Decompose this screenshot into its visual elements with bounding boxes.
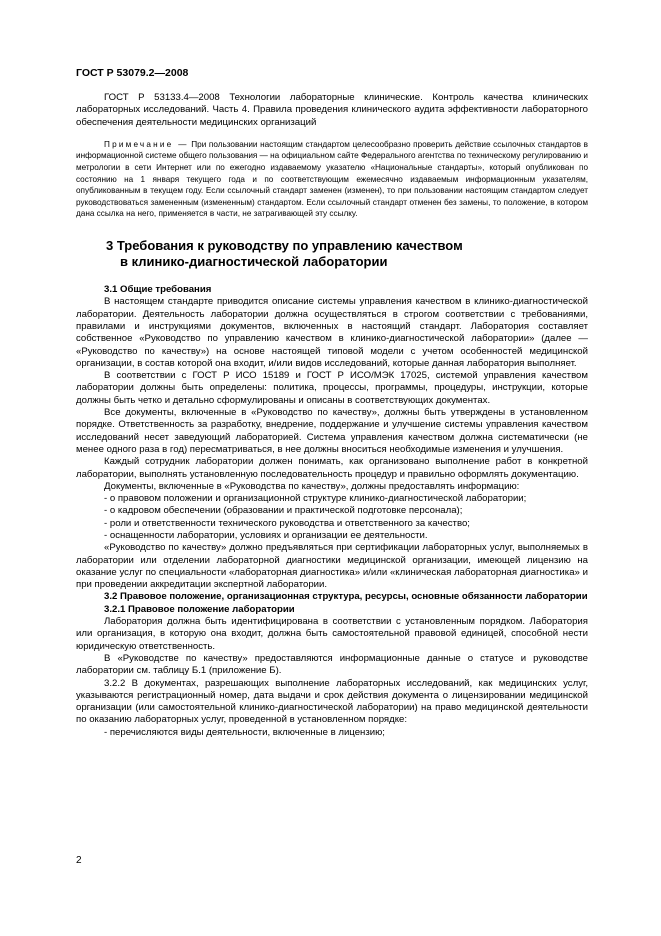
paragraph-3-1-5: Документы, включенные в «Руководства по качеству», должны предоставлять информацию: [104, 480, 520, 492]
paragraph-3-2-2: 3.2.2 В документах, разрешающих выполнение лабораторных исследований, как медицинских услуг, указываются регистрационный номер, дата выдачи и срок действия документа о лицензировании медицинской организации (или самостоятельной клинико-диагностической лаборатории) на право медицинской деятельности по оказанию лабораторных услуг, проведенной в установленном порядке: [76, 677, 588, 726]
note-label: Примечание — [104, 139, 189, 149]
note-text: При пользовании настоящим стандартом целесообразно проверить действие ссылочных стандартов в информационной системе общего пользования — на официальном сайте Федерального агентства по техническому регулированию и метрологии в сети Интернет или по ежегодно издаваемому указателю «Национальные стандарты», который опубликован по состоянию на 1 января текущего года и по соответствующим ежемесячно издаваемым информационным указателям, опубликованным в текущем году. Если ссылочный стандарт заменен (изменен), то при пользовании настоящим стандартом следует руководствоваться замененным (измененным) стандартом. Если ссылочный стандарт отменен без замены, то положение, в котором дана ссылка на него, применяется в части, не затрагивающей эту ссылку. [76, 139, 588, 219]
subsection-3-2-title: 3.2 Правовое положение, организационная структура, ресурсы, основные обязанности лаборатории [104, 591, 588, 603]
paragraph-3-2-1-2: В «Руководстве по качеству» предоставляются информационные данные о статусе и руководстве лаборатории см. таблицу Б.1 (приложение Б). [76, 652, 588, 677]
page-number: 2 [76, 855, 82, 866]
note-paragraph [76, 139, 588, 220]
paragraph-3-1-6: «Руководство по качеству» должно предъявляться при сертификации лабораторных услуг, выполняемых в лаборатории или отделении лабораторной диагностики медицинской организации, имеющей лицензию на оказание услуг по специальности «лабораторная диагностика» и/или «клиническая лабораторная диагностика» и при проведении аккредитации экспертной лаборатории. [76, 542, 588, 591]
paragraph-3-1-3: Все документы, включенные в «Руководство по качеству», должны быть утверждены в установленном порядке. Ответственность за разработку, внедрение, поддержание и улучшение системы управления качеством исследований несет заведующий лабораторией. Система управления качеством должна систематически (не менее одного раза в год) пересматриваться, в нее должны вноситься необходимые изменения и улучшения. [76, 407, 588, 455]
list-item: - перечисляются виды деятельности, включенные в лицензию; [104, 726, 385, 738]
section-3-title: 3 Требования к руководству по управлению качеством в клинико-диагностической лаборатории [106, 238, 463, 270]
subsection-3-1-title: 3.1 Общие требования [104, 284, 212, 296]
subsection-3-2-1-title: 3.2.1 Правовое положение лаборатории [104, 603, 295, 615]
paragraph-3-1-4: Каждый сотрудник лаборатории должен понимать, как организовано выполнение работ в конкретной лаборатории, выполнять установленную последовательность процедур и правильно оформлять документацию. [76, 456, 588, 480]
paragraph-3-1-2: В соответствии с ГОСТ Р ИСО 15189 и ГОСТ Р ИСО/МЭК 17025, системой управления качеством лаборатории должны быть определены: политика, процессы, программы, процедуры, инструкции, которые должны быть четко и детально сформулированы и описаны в соответствующих документах. [76, 370, 588, 406]
paragraph-3-2-1-1: Лаборатория должна быть идентифицирована в соответствии с установленным порядком. Лаборатория или организация, в которую она входит, должна быть самостоятельной правовой единицей, способной нести юридическую ответственность. [76, 616, 588, 652]
list-item: - оснащенности лаборатории, условиях и организации ее деятельности. [104, 529, 428, 541]
list-item: - о правовом положении и организационной структуре клинико-диагностической лаборатории; [104, 493, 527, 505]
list-item: - роли и ответственности технического руководства и ответственного за качество; [104, 517, 470, 529]
paragraph-3-1-1: В настоящем стандарте приводится описание системы управления качеством в клинико-диагностической лаборатории. Деятельность лаборатории должна осуществляться в строгом соответствии с требованиями, правилами и инструкциями документов, включенных в настоящий стандарт. Лаборатория составляет собственное «Руководство по управлению качеством в клинико-диагностической лаборатории» (далее — «Руководство по качеству») на основе настоящей типовой модели с учетом особенностей медицинской организации, в состав которой она входит, и/или видов исследований, которые данная лаборатория выполняет. [76, 296, 588, 369]
page-content [76, 92, 588, 739]
list-item: - о кадровом обеспечении (образовании и практической подготовке персонала); [104, 505, 463, 517]
reference-gost-53133-4: ГОСТ Р 53133.4—2008 Технологии лабораторные клинические. Контроль качества клинических лабораторных исследований. Часть 4. Правила проведения клинического аудита эффективности лабораторного обеспечения деятельности медицинских организаций [76, 92, 588, 128]
document-header: ГОСТ Р 53079.2—2008 [76, 67, 189, 79]
